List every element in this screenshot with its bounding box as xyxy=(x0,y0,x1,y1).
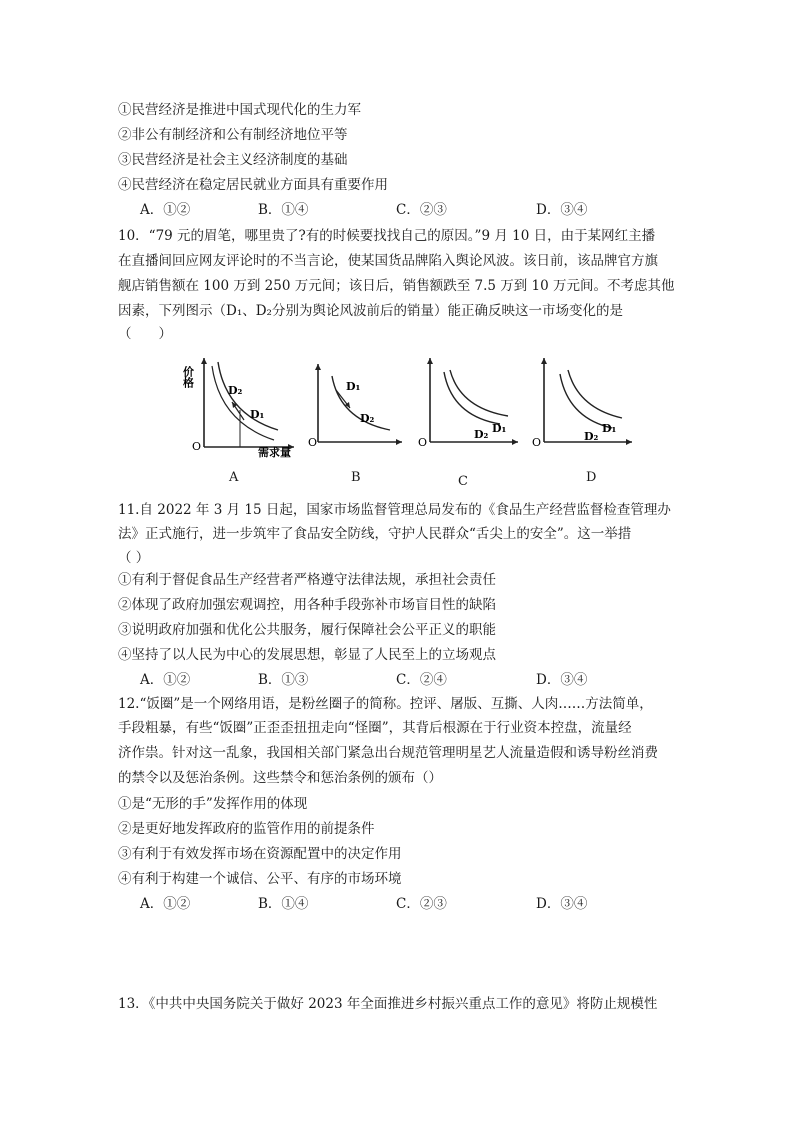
q13-stem-1: 13．《中共中央国务院关于做好 2023 年全面推进乡村振兴重点工作的意见》将防止规模性 xyxy=(118,996,658,1012)
q9-option-d[interactable]: D．③④ xyxy=(536,202,588,218)
q11-stem-1: 11.自 2022 年 3 月 15 日起，国家市场监督管理总局发布的《食品生产经营监督检查管理办 xyxy=(118,502,671,518)
q11-stem-2: 法》正式施行，进一步筑牢了食品安全防线，守护人民群众“舌尖上的安全”。这一举措 xyxy=(118,526,632,542)
q9-item-4: ④民营经济在稳定居民就业方面具有重要作用 xyxy=(118,177,388,193)
curve-label-d2: D₂ xyxy=(360,412,375,425)
q9-option-a[interactable]: A．①② xyxy=(140,202,191,218)
q11-item-1: ①有利于督促食品生产经营者严格遵守法律法规，承担社会责任 xyxy=(118,572,496,588)
q10-stem-1: 10．“79 元的眉笔，哪里贵了?有的时候要找找自己的原因。”9 月 10 日，由于某网红主播 xyxy=(118,228,656,244)
q12-item-2: ②是更好地发挥政府的监管作用的前提条件 xyxy=(118,821,375,837)
q11-item-3: ③说明政府加强和优化公共服务，履行保障社会公平正义的职能 xyxy=(118,622,496,638)
graph-a-label: A xyxy=(229,470,239,485)
q11-option-c[interactable]: C．②④ xyxy=(396,672,447,688)
q10-stem-3: 舰店销售额在 100 万到 250 万元间；该日后，销售额跌至 7.5 万到 10 万元间。不考虑其他 xyxy=(118,278,675,294)
curve-label-d2: D₂ xyxy=(228,384,243,397)
axis-y-label: 价格 xyxy=(182,366,195,388)
q12-stem-4: 的禁令以及惩治条例。这些禁令和惩治条例的颁布（） xyxy=(118,770,442,786)
q12-stem-2: 手段粗暴，有些“饭圈”正歪歪扭扭走向“怪圈”，其背后根源在于行业资本控盘，流量经 xyxy=(118,720,632,736)
graph-c-label: C xyxy=(458,474,468,489)
q12-option-b[interactable]: B．①④ xyxy=(258,896,309,912)
q9-option-c[interactable]: C．②③ xyxy=(396,202,447,218)
origin-label: O xyxy=(532,436,542,449)
q11-answer-blank: （ ） xyxy=(118,550,150,566)
q12-stem-3: 济作祟。针对这一乱象，我国相关部门紧急出台规范管理明星艺人流量造假和诱导粉丝消费 xyxy=(118,745,658,761)
q9-option-b[interactable]: B．①④ xyxy=(258,202,309,218)
graph-b[interactable] xyxy=(306,360,406,462)
q10-answer-blank: （ ） xyxy=(118,326,172,342)
graph-b-label: B xyxy=(351,470,361,485)
q11-option-b[interactable]: B．①③ xyxy=(258,672,309,688)
curve-label-d1: D₁ xyxy=(492,422,507,435)
origin-label: O xyxy=(418,436,428,449)
q10-stem-2: 在直播间回应网友评论时的不当言论，使某国货品牌陷入舆论风波。该日前，该品牌官方旗 xyxy=(118,253,658,269)
q11-option-a[interactable]: A．①② xyxy=(140,672,191,688)
curve-label-d2: D₂ xyxy=(474,428,489,441)
q11-item-4: ④坚持了以人民为中心的发展思想，彰显了人民至上的立场观点 xyxy=(118,647,496,663)
q12-option-c[interactable]: C．②③ xyxy=(396,896,447,912)
q12-item-1: ①是“无形的手”发挥作用的体现 xyxy=(118,796,308,812)
graph-c[interactable] xyxy=(410,352,522,462)
origin-label: O xyxy=(308,436,318,449)
q9-item-3: ③民营经济是社会主义经济制度的基础 xyxy=(118,152,348,168)
graph-d[interactable] xyxy=(524,352,636,462)
q12-item-3: ③有利于有效发挥市场在资源配置中的决定作用 xyxy=(118,846,402,862)
curve-label-d1: D₁ xyxy=(346,380,361,393)
curve-label-d1: D₁ xyxy=(602,422,617,435)
q12-option-d[interactable]: D．③④ xyxy=(536,896,588,912)
q12-stem-1: 12.“饭圈”是一个网络用语，是粉丝圈子的简称。控评、屠版、互撕、人肉……方法简单， xyxy=(118,696,653,712)
q11-option-d[interactable]: D．③④ xyxy=(536,672,588,688)
origin-label: O xyxy=(192,440,202,453)
q12-option-a[interactable]: A．①② xyxy=(140,896,191,912)
q12-item-4: ④有利于构建一个诚信、公平、有序的市场环境 xyxy=(118,871,402,887)
axis-x-label: 需求量 xyxy=(258,446,291,458)
curve-label-d2: D₂ xyxy=(584,430,599,443)
q11-item-2: ②体现了政府加强宏观调控，用各种手段弥补市场盲目性的缺陷 xyxy=(118,597,496,613)
graph-d-label: D xyxy=(586,470,597,485)
q9-item-1: ①民营经济是推进中国式现代化的生力军 xyxy=(118,102,361,118)
curve-label-d1: D₁ xyxy=(250,408,265,421)
q10-stem-4: 因素，下列图示（D₁、D₂分别为舆论风波前后的销量）能正确反映这一市场变化的是 xyxy=(118,303,623,319)
q9-item-2: ②非公有制经济和公有制经济地位平等 xyxy=(118,127,348,143)
graph-a[interactable] xyxy=(182,352,298,462)
